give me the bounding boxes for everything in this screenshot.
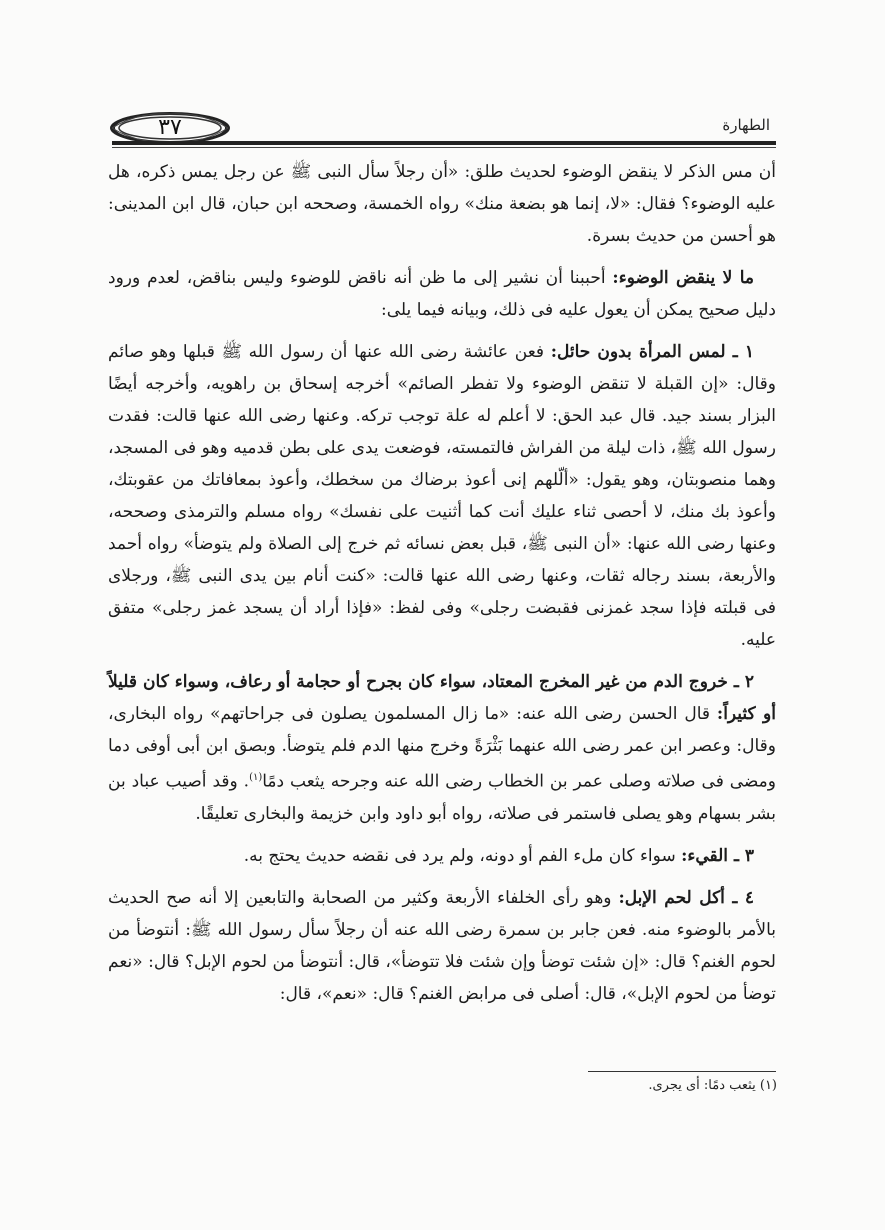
- body-text: [108, 156, 776, 1020]
- paragraph-text: أن مس الذكر لا ينقض الوضوء لحديث طلق: «أن رجلاً سأل النبى ﷺ عن رجل يمس ذكره، هل عليه الوضوء؟ فقال: «لا، إنما هو بضعة منك» رواه الخمسة، وصححه ابن حبان، قال ابن المدينى: هو أحسن من حديث بسرة.: [108, 162, 776, 246]
- paragraph: [108, 336, 776, 656]
- paragraph-heading: ٢ ـ خروج الدم من غير المخرج المعتاد، سواء كان بجرح أو حجامة أو رعاف، وسواء كان قليلاً أو كثيراً:: [108, 672, 776, 724]
- paragraph: [108, 262, 776, 326]
- paragraph-text: . وقد أصيب عباد بن بشر بسهام وهو يصلى فاستمر فى صلاته، رواه أبو داود وابن خزيمة والبخارى تعليقًا.: [108, 771, 776, 824]
- paragraph: [108, 156, 776, 252]
- header-rule-thin: [112, 147, 776, 148]
- footnote: (١) يثعب دمًا: أى يجرى.: [648, 1078, 777, 1093]
- footnote-reference[interactable]: (١): [249, 772, 263, 783]
- paragraph-text: قال الحسن رضى الله عنه: «ما زال المسلمون يصلون فى جراحاتهم» رواه البخارى، وقال: وعصر ابن عمر رضى الله عنهما بَثْرَةً وخرج منها الدم فلم يتوضأ. وبصق ابن أبى أوفى دما ومضى فى صلاته وصلى عمر بن الخطاب رضى الله عنه وجرحه يثعب دمًا: [108, 704, 776, 792]
- paragraph-heading: ١ ـ لمس المرأة بدون حائل:: [550, 342, 754, 362]
- footnote-divider: [588, 1071, 776, 1072]
- paragraph-text: سواء كان ملء الفم أو دونه، ولم يرد فى نقضه حديث يحتج به.: [243, 845, 682, 866]
- paragraph: [108, 882, 776, 1010]
- paragraph: [108, 840, 776, 872]
- paragraph: [108, 666, 776, 830]
- section-title: الطهارة: [722, 116, 770, 134]
- paragraph-heading: ما لا ينقض الوضوء:: [612, 268, 754, 288]
- paragraph-text: أحببنا أن نشير إلى ما ظن أنه ناقض للوضوء وليس بناقض، لعدم ورود دليل صحيح يمكن أن يعول عليه فى ذلك، وبيانه فيما يلى:: [108, 268, 776, 320]
- paragraph-heading: ٣ ـ القيء:: [681, 845, 754, 866]
- paragraph-heading: ٤ ـ أكل لحم الإبل:: [618, 887, 754, 908]
- paragraph-text: فعن عائشة رضى الله عنها أن رسول الله ﷺ قبلها وهو صائم وقال: «إن القبلة لا تنقض الوضوء ولا تفطر الصائم» أخرجه إسحاق بن راهويه، وأخرجه أيضًا البزار بسند جيد. قال عبد الحق: لا أعلم له علة توجب تركه. وعنها رضى الله عنها قالت: فقدت رسول الله ﷺ، ذات ليلة من الفراش فالتمسته، فوضعت يدى على بطن قدميه وهو فى المسجد، وهما منصوبتان، وهو يقول: «ألّلهم إنى أعوذ برضاك من سخطك، وأعوذ بمعافاتك من عقوبتك، وأعوذ بك منك، لا أحصى ثناء عليك أنت كما أثنيت على نفسك» رواه مسلم والترمذى وصححه، وعنها رضى الله عنها: «أن النبى ﷺ، قبل بعض نسائه ثم خرج إلى الصلاة ولم يتوضأ» رواه أحمد والأربعة، بسند رجاله ثقات، وعنها رضى الله عنها قالت: «كنت أنام بين يدى النبى ﷺ، ورجلاى فى قبلته فإذا سجد غمزنى فقبضت رجلى» وفى لفظ: «فإذا أراد أن يسجد غمز رجلى» متفق عليه.: [108, 342, 776, 650]
- page-number: ٣٧: [158, 115, 182, 140]
- header-rule-thick: [112, 141, 776, 145]
- paragraph-text: وهو رأى الخلفاء الأربعة وكثير من الصحابة والتابعين إلا أنه صح الحديث بالأمر بالوضوء منه. فعن جابر بن سمرة رضى الله عنه أن رجلاً سأل رسول الله ﷺ: أنتوضأ من لحوم الغنم؟ قال: «إن شئت توضأ وإن شئت فلا تتوضأ»، قال: أنتوضأ من لحوم الإبل؟ قال: «نعم توضأ من لحوم الإبل»، قال: أصلى فى مرابض الغنم؟ قال: «نعم»، قال:: [108, 887, 776, 1004]
